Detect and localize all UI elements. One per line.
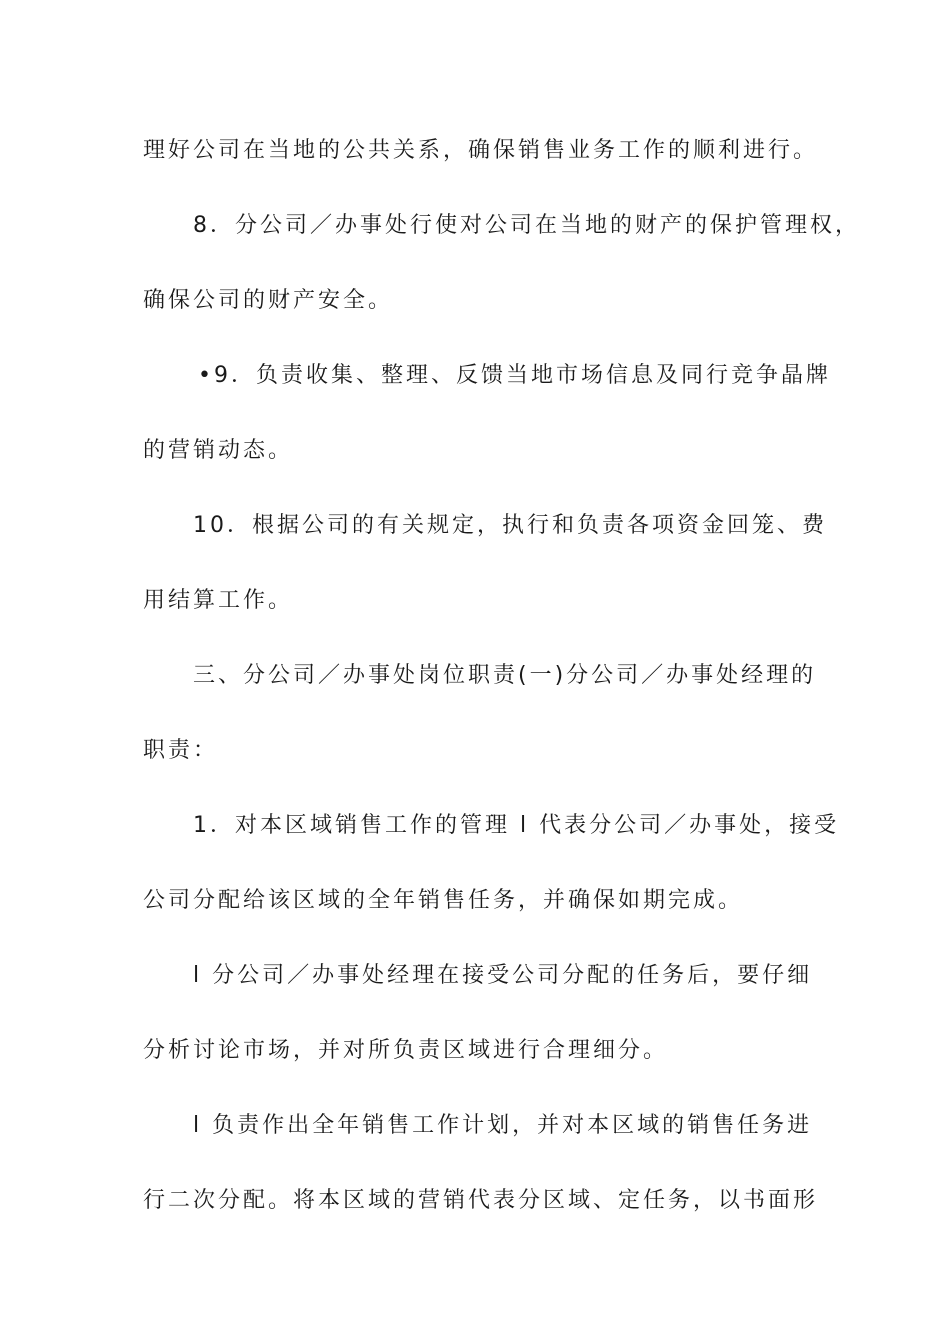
text-line: 行二次分配。将本区域的营销代表分区域、定任务，以书面形 [143,1188,819,1213]
text-line: 职责： [143,738,219,763]
text-line: 1．对本区域销售工作的管理 l 代表分公司／办事处，接受 [193,813,840,838]
text-line: 8．分公司／办事处行使对公司在当地的财产的保护管理权， [193,213,860,238]
text-line: 确保公司的财产安全。 [143,288,394,313]
text-line: 10．根据公司的有关规定，执行和负责各项资金回笼、费 [193,513,827,538]
text-line: •9．负责收集、整理、反馈当地市场信息及同行竞争晶牌 [198,363,831,388]
text-line: 理好公司在当地的公共关系，确保销售业务工作的顺利进行。 [143,138,819,163]
text-line: 用结算工作。 [143,588,294,613]
text-line: 的营销动态。 [143,438,294,463]
text-line: l 分公司／办事处经理在接受公司分配的任务后，要仔细 [193,963,813,988]
text-line: 分析讨论市场，并对所负责区域进行合理细分。 [143,1038,669,1063]
text-line: 公司分配给该区域的全年销售任务，并确保如期完成。 [143,888,744,913]
text-line: 三、分公司／办事处岗位职责(一)分公司／办事处经理的 [193,663,817,688]
text-line: l 负责作出全年销售工作计划，并对本区域的销售任务进 [193,1113,813,1138]
